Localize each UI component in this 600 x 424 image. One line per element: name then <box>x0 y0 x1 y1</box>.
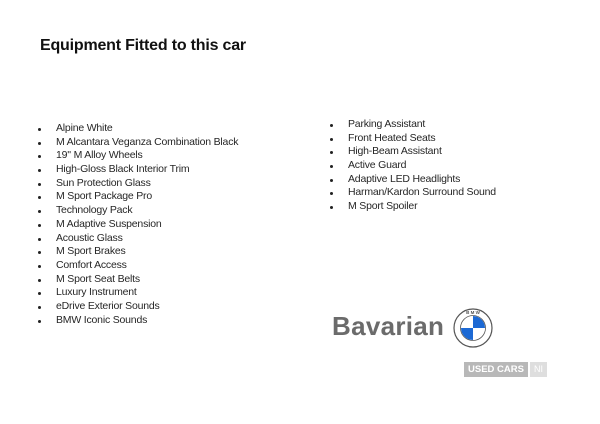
bmw-logo-icon <box>453 308 493 348</box>
equipment-item: M Sport Brakes <box>38 245 238 259</box>
region-label: NI <box>530 362 547 377</box>
used-cars-badge <box>464 362 547 377</box>
dealer-logo-text: Bavarian <box>332 311 445 341</box>
equipment-item: Comfort Access <box>38 259 238 273</box>
equipment-item: Technology Pack <box>38 204 238 218</box>
equipment-item: Front Heated Seats <box>330 132 496 146</box>
page-title: Equipment Fitted to this car <box>40 37 246 54</box>
equipment-item: High-Beam Assistant <box>330 145 496 159</box>
equipment-item: Adaptive LED Headlights <box>330 173 496 187</box>
svg-text:B M W: B M W <box>466 310 480 316</box>
equipment-item: M Sport Package Pro <box>38 190 238 204</box>
used-cars-label: USED CARS <box>464 362 528 377</box>
equipment-item: M Alcantara Veganza Combination Black <box>38 136 238 150</box>
equipment-item: High-Gloss Black Interior Trim <box>38 163 238 177</box>
equipment-item: M Sport Seat Belts <box>38 273 238 287</box>
equipment-item: Sun Protection Glass <box>38 177 238 191</box>
equipment-item: Acoustic Glass <box>38 232 238 246</box>
equipment-item: Harman/Kardon Surround Sound <box>330 186 496 200</box>
equipment-item: M Adaptive Suspension <box>38 218 238 232</box>
equipment-item: M Sport Spoiler <box>330 200 496 214</box>
equipment-list-right <box>330 118 496 214</box>
equipment-list-left <box>38 122 238 327</box>
equipment-item: Luxury Instrument <box>38 286 238 300</box>
equipment-item: BMW Iconic Sounds <box>38 314 238 328</box>
equipment-item: Active Guard <box>330 159 496 173</box>
equipment-item: eDrive Exterior Sounds <box>38 300 238 314</box>
equipment-item: Parking Assistant <box>330 118 496 132</box>
equipment-item: Alpine White <box>38 122 238 136</box>
equipment-item: 19'' M Alloy Wheels <box>38 149 238 163</box>
